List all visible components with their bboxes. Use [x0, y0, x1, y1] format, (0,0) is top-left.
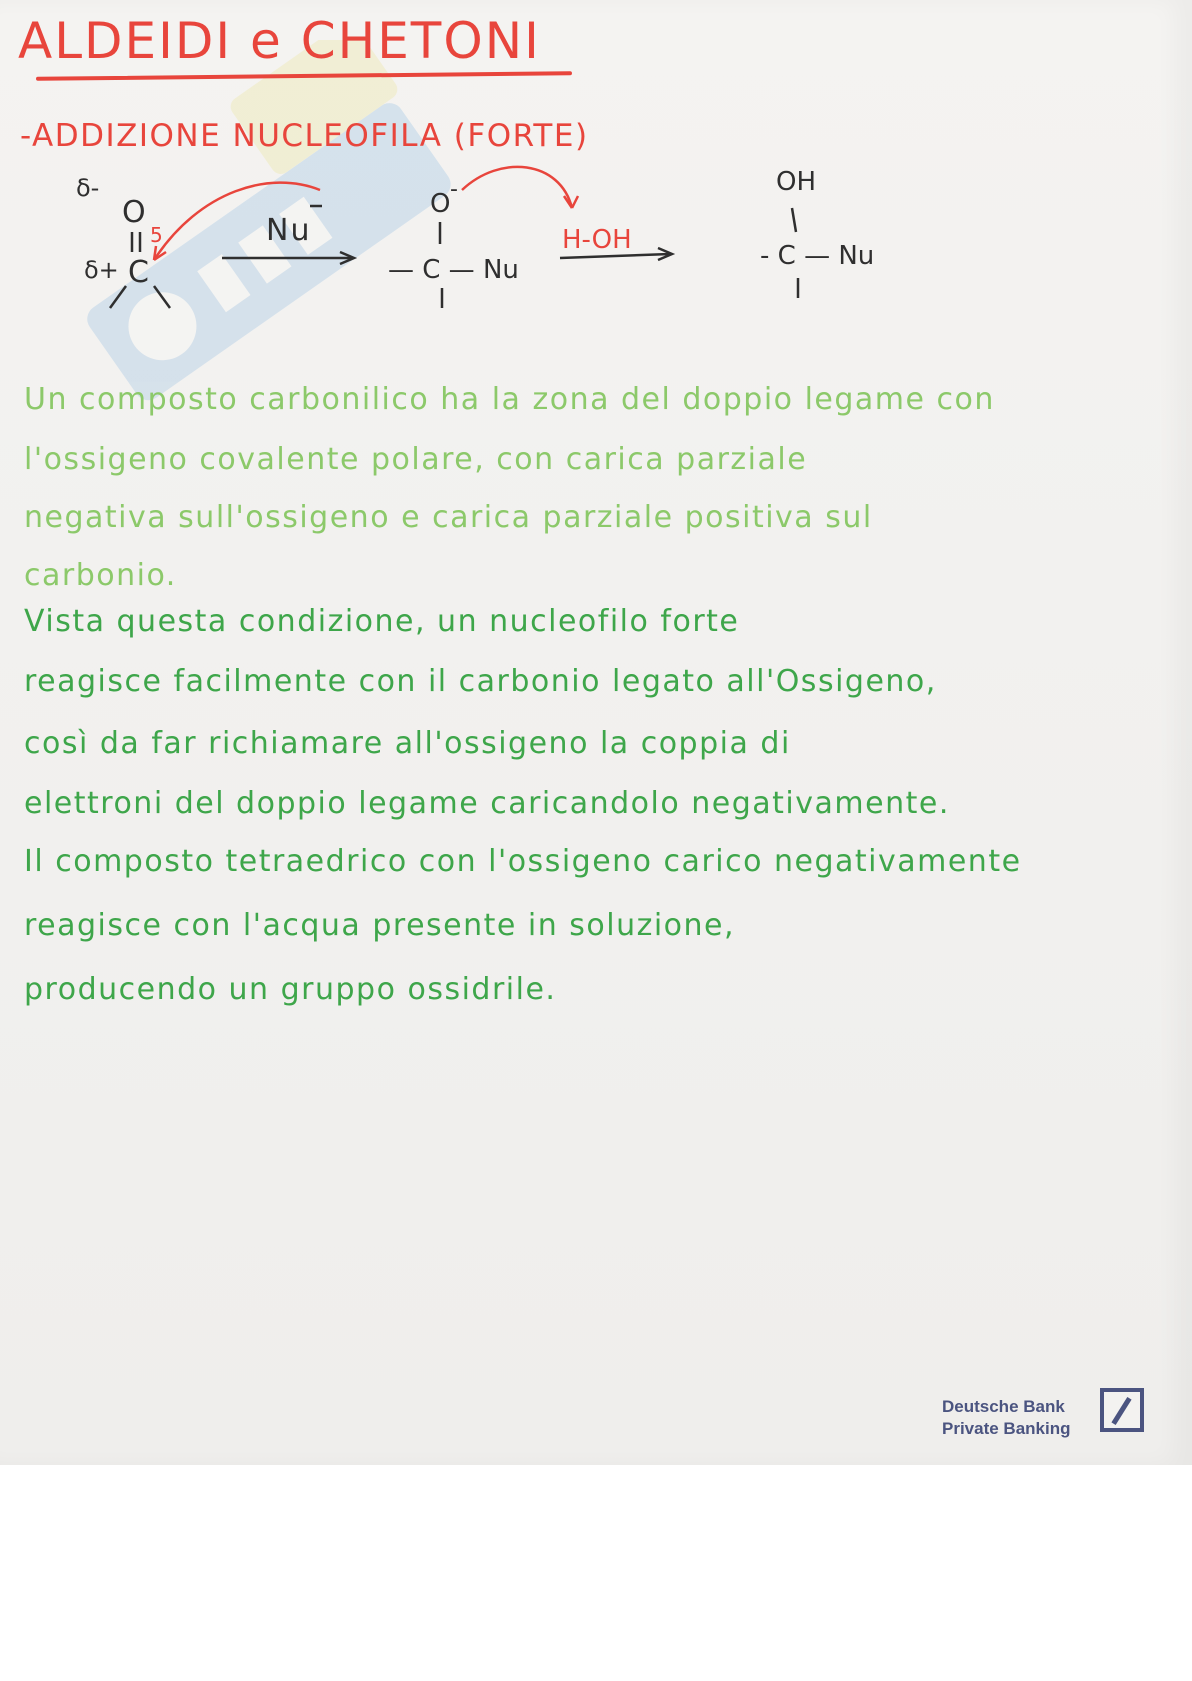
text-line: negativa sull'ossigeno e carica parziale positiva sul	[24, 500, 873, 535]
text-line: Vista questa condizione, un nucleofilo forte	[24, 604, 740, 639]
intermediate-charge: -	[450, 177, 458, 202]
text-line: Il composto tetraedrico con l'ossigeno carico negativamente	[24, 844, 1022, 879]
delta-plus-label: δ+	[84, 256, 119, 284]
page-title: ALDEIDI e CHETONI	[18, 12, 541, 70]
text-line: reagisce con l'acqua presente in soluzione,	[24, 908, 736, 943]
intermediate-chain: — C — Nu	[388, 255, 519, 285]
single-bond	[792, 208, 796, 232]
carbonyl-carbon: C	[128, 255, 149, 290]
text-line: Un composto carbonilico ha la zona del doppio legame con	[24, 382, 995, 417]
water-label: H-OH	[562, 225, 632, 255]
brand-line-2: Private Banking	[942, 1419, 1071, 1438]
nucleophile-label: Nu	[266, 213, 312, 248]
carbonyl-oxygen: O	[122, 195, 146, 230]
text-line: carbonio.	[24, 558, 177, 593]
protonation-arrow	[462, 167, 572, 208]
title-underline	[36, 71, 572, 81]
product-hydroxyl: OH	[776, 167, 817, 197]
brand-name	[942, 1396, 1071, 1440]
bank-logo-icon	[1100, 1388, 1144, 1432]
text-line: così da far richiamare all'ossigeno la coppia di	[24, 726, 791, 761]
intermediate-oxygen: O	[430, 189, 451, 219]
lone-pair-mark: 5	[150, 223, 163, 247]
text-line: elettroni del doppio legame caricandolo negativamente.	[24, 786, 950, 821]
carbonyl-bond	[154, 286, 170, 308]
brand-line-1: Deutsche Bank	[942, 1397, 1065, 1416]
product-chain: - C — Nu	[760, 241, 875, 271]
reaction-scheme	[70, 160, 940, 330]
text-line: l'ossigeno covalente polare, con carica parziale	[24, 442, 808, 477]
blank-page-area	[0, 1465, 1192, 1681]
delta-minus-label: δ-	[76, 174, 100, 202]
section-heading: -ADDIZIONE NUCLEOFILA (FORTE)	[20, 118, 589, 154]
text-line: reagisce facilmente con il carbonio legato all'Ossigeno,	[24, 664, 937, 699]
carbonyl-bond	[110, 286, 126, 308]
text-line: producendo un gruppo ossidrile.	[24, 972, 557, 1007]
